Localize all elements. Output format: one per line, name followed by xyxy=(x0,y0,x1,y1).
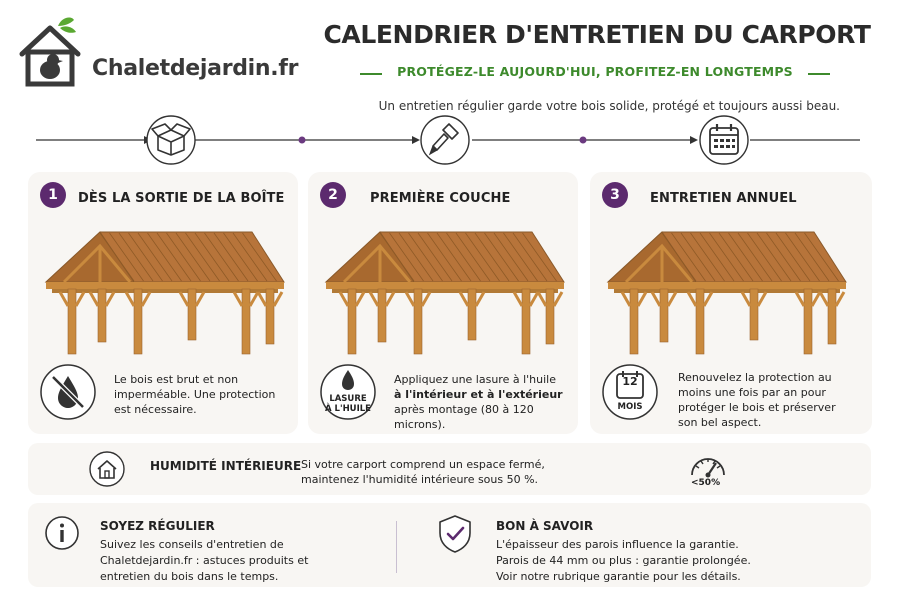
tip-title: SOYEZ RÉGULIER xyxy=(100,519,215,533)
step-number-badge: 1 xyxy=(40,182,66,208)
humidity-text: Si votre carport comprend un espace fermé, maintenez l'humidité intérieure sous 50 %. xyxy=(301,458,545,486)
calendar-icon xyxy=(700,116,748,164)
timeline xyxy=(0,112,900,172)
step-title: DÈS LA SORTIE DE LA BOÎTE xyxy=(78,191,285,206)
page-title: CALENDRIER D'ENTRETIEN DU CARPORT xyxy=(323,20,871,49)
calendar-12-icon xyxy=(600,362,660,422)
carport-post xyxy=(804,289,812,354)
step-number-badge: 3 xyxy=(602,182,628,208)
carport-post xyxy=(348,289,356,354)
carport-beam xyxy=(46,282,284,289)
tips-divider xyxy=(396,521,397,573)
carport-post xyxy=(696,289,704,354)
step-card-3 xyxy=(590,172,872,434)
step-description: Appliquez une lasure à l'huile à l'intérieur et à l'extérieur après montage (80 à 120 microns). xyxy=(394,373,563,431)
carport-post xyxy=(522,289,530,354)
carport-post xyxy=(414,289,422,354)
humidity-band xyxy=(28,443,871,495)
brand-logo[interactable] xyxy=(18,14,318,88)
carport-illustration xyxy=(600,216,850,366)
tips-panel xyxy=(28,503,871,587)
info-icon xyxy=(44,515,80,551)
tip-text: Suivez les conseils d'entretien de Chaletdejardin.fr : astuces produits et entretien du bois dans le temps. xyxy=(100,538,309,583)
subtitle-dash-right xyxy=(808,73,830,75)
carport-post xyxy=(98,289,106,342)
gauge-icon xyxy=(688,449,728,479)
carport-post xyxy=(750,289,758,340)
step-title: PREMIÈRE COUCHE xyxy=(370,191,511,206)
house-icon xyxy=(88,450,126,488)
step-card-2 xyxy=(308,172,578,434)
carport-post xyxy=(134,289,142,354)
carport-post xyxy=(378,289,386,342)
tip-text: L'épaisseur des parois influence la garantie. Parois de 44 mm ou plus : garantie prolongée. Voir notre rubrique garantie pour les détails. xyxy=(496,538,751,583)
carport-beam xyxy=(326,282,564,289)
subtitle-dash-left xyxy=(360,73,382,75)
humidity-label: HUMIDITÉ INTÉRIEURE xyxy=(150,459,302,473)
brand-name: Chaletdejardin.fr xyxy=(92,56,299,81)
carport-post xyxy=(546,289,554,344)
carport-post xyxy=(242,289,250,354)
carport-post xyxy=(266,289,274,344)
step-title: ENTRETIEN ANNUEL xyxy=(650,191,797,206)
carport-illustration xyxy=(38,216,288,366)
carport-illustration xyxy=(318,216,568,366)
tagline: Un entretien régulier garde votre bois solide, protégé et toujours aussi beau. xyxy=(378,99,840,113)
tip-title: BON À SAVOIR xyxy=(496,519,594,533)
step-number-badge: 2 xyxy=(320,182,346,208)
step-card-1 xyxy=(28,172,298,434)
icon-label: LASURE À L'HUILE xyxy=(325,394,371,414)
icon-number: 12 xyxy=(622,375,638,388)
carport-post xyxy=(630,289,638,354)
step-description: Renouvelez la protection au moins une fois par an pour protéger le bois et préserver son bel aspect. xyxy=(678,371,836,429)
no-water-drop-icon xyxy=(38,362,98,422)
carport-post xyxy=(660,289,668,342)
carport-post xyxy=(468,289,476,340)
icon-label: MOIS xyxy=(617,402,643,412)
subtitle-text: PROTÉGEZ-LE AUJOURD'HUI, PROFITEZ-EN LONGTEMPS xyxy=(397,64,793,79)
paintbrush-icon xyxy=(421,116,469,164)
gauge-label: <50% xyxy=(691,478,721,488)
open-box-icon xyxy=(147,116,195,164)
shield-check-icon xyxy=(436,513,474,555)
step-description: Le bois est brut et non imperméable. Une protection est nécessaire. xyxy=(114,373,276,416)
carport-post xyxy=(188,289,196,340)
carport-post xyxy=(828,289,836,344)
subtitle xyxy=(360,64,830,84)
carport-beam xyxy=(608,282,846,289)
carport-post xyxy=(68,289,76,354)
